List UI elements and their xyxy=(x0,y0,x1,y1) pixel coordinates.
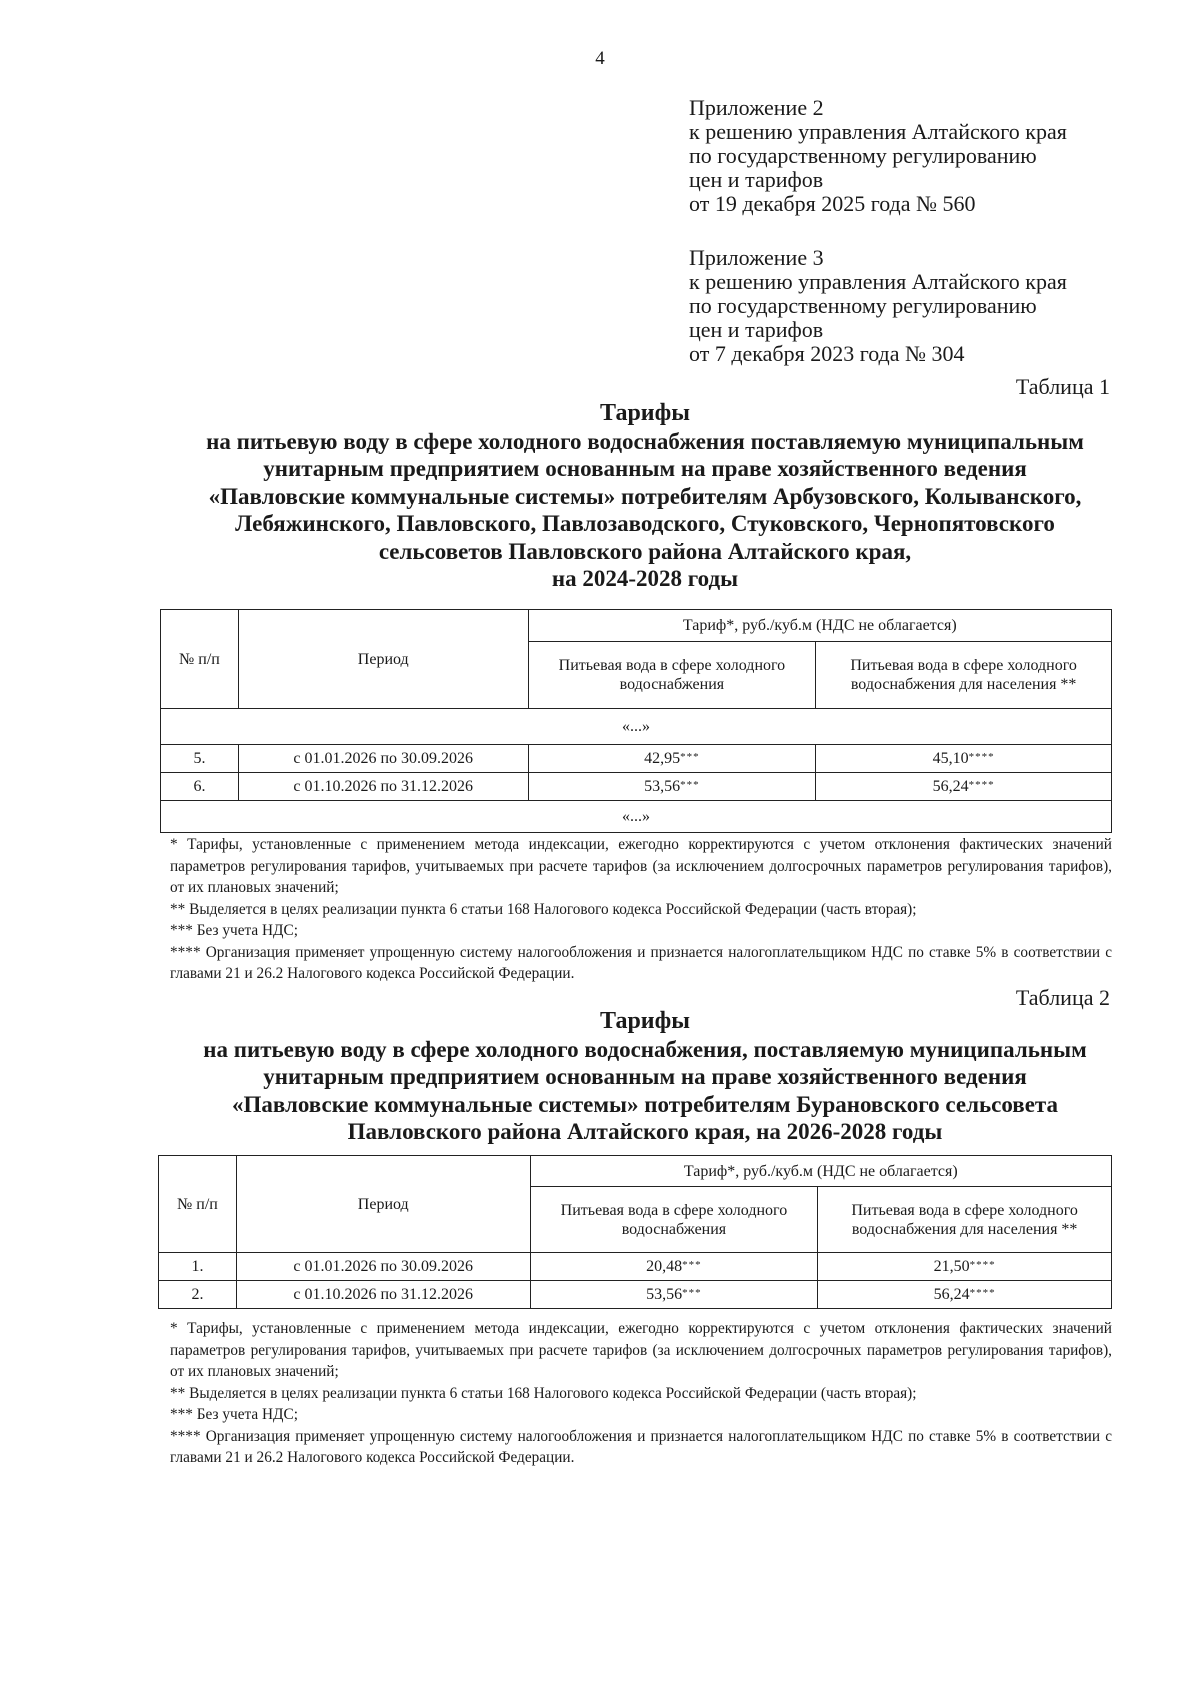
footnote: * Тарифы, установленные с применением метода индексации, ежегодно корректируются с учетом отклонения фактических значений параметров регулирования тарифов, учитываемых при расчете тарифов (за исключением долгосрочных параметров регулирования тарифов), от их плановых значений; xyxy=(170,1320,1112,1380)
row-period: с 01.10.2026 по 31.12.2026 xyxy=(238,773,528,801)
row-value-2 xyxy=(818,1281,1112,1309)
value: 56,24 xyxy=(932,778,969,795)
table-2-title xyxy=(80,1008,1200,1146)
title-line: на питьевую воду в сфере холодного водоснабжения поставляемую муниципальным xyxy=(206,428,1084,454)
table-row xyxy=(159,1281,1112,1309)
row-num: 6. xyxy=(161,773,239,801)
annex-line: от 19 декабря 2025 года № 560 xyxy=(689,191,976,216)
table-row xyxy=(161,745,1112,773)
value: 21,50 xyxy=(933,1258,970,1275)
annex-2-block xyxy=(689,96,1067,216)
title-line: «Павловские коммунальные системы» потребителям Бурановского сельсовета xyxy=(231,1091,1059,1117)
footnote-mark: *** xyxy=(682,1259,702,1271)
tariff-table-1 xyxy=(160,609,1112,833)
annex-line: к решению управления Алтайского края xyxy=(689,119,1067,144)
header-period: Период xyxy=(238,610,528,709)
table-1-title xyxy=(80,400,1200,593)
ellipsis-row: «...» xyxy=(161,801,1112,833)
footnote: ** Выделяется в целях реализации пункта 6 статьи 168 Налогового кодекса Российской Федерации (часть вторая); xyxy=(170,900,917,918)
footnote-mark: *** xyxy=(680,751,700,763)
header-tariff: Тариф*, руб./куб.м (НДС не облагается) xyxy=(528,610,1111,642)
annex-3-block xyxy=(689,246,1067,366)
value: 42,95 xyxy=(644,750,681,767)
footnote-mark: **** xyxy=(969,1287,996,1299)
annex-line: к решению управления Алтайского края xyxy=(689,269,1067,294)
row-value-2 xyxy=(816,745,1112,773)
annex-line: Приложение 2 xyxy=(689,95,824,120)
row-period: с 01.01.2026 по 30.09.2026 xyxy=(236,1253,530,1281)
title-heading: Тарифы xyxy=(600,400,690,426)
title-line: Лебяжинского, Павловского, Павлозаводского, Стуковского, Чернопятовского xyxy=(235,511,1055,536)
table-row xyxy=(159,1253,1112,1281)
title-line: «Павловские коммунальные системы» потребителям Арбузовского, Колыванского, xyxy=(208,483,1082,509)
footnote: ** Выделяется в целях реализации пункта 6 статьи 168 Налогового кодекса Российской Федерации (часть вторая); xyxy=(170,1384,917,1402)
footnote-mark: **** xyxy=(969,1259,996,1271)
annex-line: от 7 декабря 2023 года № 304 xyxy=(689,341,965,366)
row-value-2 xyxy=(818,1253,1112,1281)
footnote: *** Без учета НДС; xyxy=(170,1406,298,1423)
tariff-table-2 xyxy=(158,1155,1112,1309)
footnote: * Тарифы, установленные с применением метода индексации, ежегодно корректируются с учетом отклонения фактических значений параметров регулирования тарифов, учитываемых при расчете тарифов (за исключением долгосрочных параметров регулирования тарифов), от их плановых значений; xyxy=(170,836,1112,896)
title-line: унитарным предприятием основанным на праве хозяйственного ведения xyxy=(263,456,1027,481)
footnote: **** Организация применяет упрощенную систему налогообложения и признается налогоплательщиком НДС по ставке 5% в соответствии с главами 21 и 26.2 Налогового кодекса Российской Федерации. xyxy=(170,1427,1112,1466)
value: 53,56 xyxy=(646,1286,683,1303)
row-value-1 xyxy=(528,773,816,801)
footnote: **** Организация применяет упрощенную систему налогообложения и признается налогоплательщиком НДС по ставке 5% в соответствии с главами 21 и 26.2 Налогового кодекса Российской Федерации. xyxy=(170,943,1112,982)
annex-line: Приложение 3 xyxy=(689,245,824,270)
value: 20,48 xyxy=(646,1258,683,1275)
footnote-mark: **** xyxy=(968,779,995,791)
footnote-mark: *** xyxy=(680,779,700,791)
table-row xyxy=(161,773,1112,801)
footnote: *** Без учета НДС; xyxy=(170,922,298,939)
table-1-footnotes xyxy=(170,834,1112,985)
title-line: на 2024-2028 годы xyxy=(551,566,739,591)
annex-line: цен и тарифов xyxy=(689,317,824,342)
title-heading: Тарифы xyxy=(600,1008,690,1034)
header-col-1: Питьевая вода в сфере холодного водоснабжения xyxy=(528,642,816,709)
table-2-label: Таблица 2 xyxy=(1015,985,1110,1010)
header-period: Период xyxy=(236,1156,530,1253)
header-col-2: Питьевая вода в сфере холодного водоснабжения для населения ** xyxy=(816,642,1112,709)
annex-line: по государственному регулированию xyxy=(689,143,1037,168)
annex-line: по государственному регулированию xyxy=(689,293,1037,318)
row-value-1 xyxy=(530,1281,818,1309)
title-line: унитарным предприятием основанным на праве хозяйственного ведения xyxy=(263,1064,1027,1089)
title-line: сельсоветов Павловского района Алтайского края, xyxy=(378,538,912,564)
value: 53,56 xyxy=(644,778,681,795)
value: 45,10 xyxy=(932,750,969,767)
row-period: с 01.01.2026 по 30.09.2026 xyxy=(238,745,528,773)
ellipsis-row: «...» xyxy=(161,709,1112,745)
header-col-1: Питьевая вода в сфере холодного водоснабжения xyxy=(530,1187,818,1253)
title-line: на питьевую воду в сфере холодного водоснабжения, поставляемую муниципальным xyxy=(203,1036,1087,1062)
row-num: 5. xyxy=(161,745,239,773)
header-col-2: Питьевая вода в сфере холодного водоснабжения для населения ** xyxy=(818,1187,1112,1253)
row-value-2 xyxy=(816,773,1112,801)
page-number: 4 xyxy=(595,48,605,69)
value: 56,24 xyxy=(933,1286,970,1303)
row-num: 2. xyxy=(159,1281,237,1309)
row-period: с 01.10.2026 по 31.12.2026 xyxy=(236,1281,530,1309)
header-num: № п/п xyxy=(161,610,239,709)
table-2-footnotes xyxy=(170,1318,1112,1469)
row-num: 1. xyxy=(159,1253,237,1281)
header-tariff: Тариф*, руб./куб.м (НДС не облагается) xyxy=(530,1156,1111,1187)
table-1-label: Таблица 1 xyxy=(1015,374,1110,399)
row-value-1 xyxy=(528,745,816,773)
footnote-mark: **** xyxy=(968,751,995,763)
row-value-1 xyxy=(530,1253,818,1281)
annex-line: цен и тарифов xyxy=(689,167,824,192)
title-line: Павловского района Алтайского края, на 2026-2028 годы xyxy=(347,1119,943,1144)
header-num: № п/п xyxy=(159,1156,237,1253)
footnote-mark: *** xyxy=(682,1287,702,1299)
